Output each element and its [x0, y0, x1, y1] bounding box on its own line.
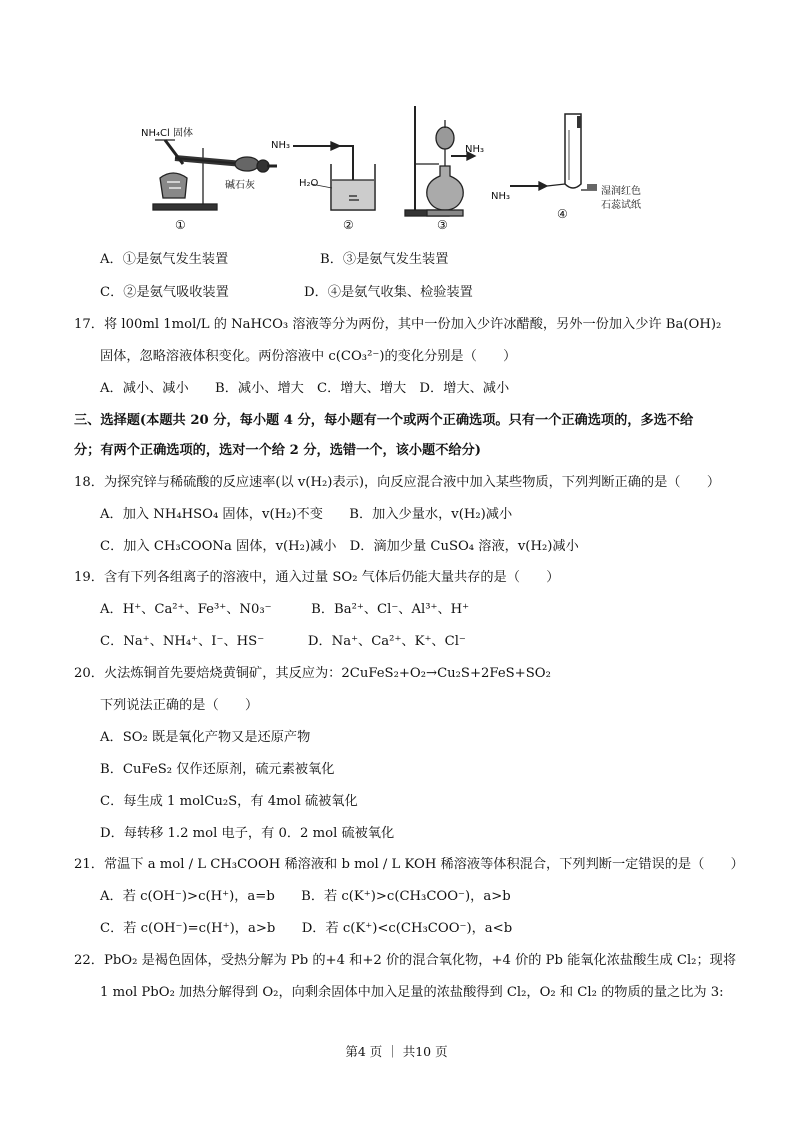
apparatus-2 — [293, 142, 375, 210]
q20-option-b: B．CuFeS₂ 仅作还原剂，硫元素被氧化 — [100, 762, 335, 777]
q16-option-a: A．①是氨气发生装置 — [100, 252, 229, 267]
q20-option-a: A．SO₂ 既是氧化产物又是还原产物 — [100, 730, 311, 745]
q18-stem: 18．为探究锌与稀硫酸的反应速率(以 v(H₂)表示)，向反应混合液中加入某些物质，下列判断正确的是（ ） — [74, 475, 721, 490]
q20-option-d: D．每转移 1.2 mol 电子，有 0．2 mol 硫被氧化 — [100, 826, 395, 841]
section3-heading-2: 分；有两个正确选项的，选对一个给 2 分，选错一个，该小题不给分) — [74, 443, 482, 458]
section3-heading-1: 三、选择题(本题共 20 分，每小题 4 分，每小题有一个或两个正确选项。只有一个正确选项的，多选不给 — [74, 413, 694, 428]
q20-sub: 下列说法正确的是（ ） — [100, 698, 259, 713]
label-h2o: H₂O — [299, 178, 319, 189]
q16-option-c: C．②是氨气吸收装置 — [100, 285, 229, 300]
q16-option-d: D．④是氨气收集、检验装置 — [304, 285, 473, 300]
q19-options-cd: C．Na⁺、NH₄⁺、I⁻、HS⁻ D．Na⁺、Ca²⁺、K⁺、Cl⁻ — [100, 634, 466, 649]
q22-stem-1: 22．PbO₂ 是褐色固体，受热分解为 Pb 的+4 和+2 价的混合氧化物，+4 价的 Pb 能氧化浓盐酸生成 Cl₂；现将 — [74, 953, 737, 968]
label-nh3-a: NH₃ — [271, 140, 291, 151]
apparatus-4 — [510, 114, 597, 190]
label-1: ① — [175, 218, 186, 232]
label-4: ④ — [557, 207, 568, 221]
apparatus-3 — [405, 106, 475, 216]
q19-options-ab: A．H⁺、Ca²⁺、Fe³⁺、N0₃⁻ B．Ba²⁺、Cl⁻、Al³⁺、H⁺ — [100, 602, 470, 617]
q17-stem-2: 固体，忽略溶液体积变化。两份溶液中 c(CO₃²⁻)的变化分别是（ ） — [100, 349, 517, 364]
label-3: ③ — [437, 218, 448, 232]
q17-options: A．减小、减小 B．减小、增大 C．增大、增大 D．增大、减小 — [100, 381, 510, 396]
q20-option-c: C．每生成 1 molCu₂S，有 4mol 硫被氧化 — [100, 794, 358, 809]
q17-stem-1: 17．将 l00ml 1mol/L 的 NaHCO₃ 溶液等分为两份，其中一份加入少许冰醋酸，另外一份加入少许 Ba(OH)₂ — [74, 317, 722, 332]
label-paper-2: 石蕊试纸 — [601, 200, 641, 211]
q21-options-ab: A．若 c(OH⁻)>c(H⁺)，a=b B．若 c(K⁺)>c(CH₃COO⁻)，a>b — [100, 889, 511, 904]
q16-option-b: B．③是氨气发生装置 — [320, 252, 449, 267]
label-nh3-c: NH₃ — [491, 191, 511, 202]
q18-options-cd: C．加入 CH₃COONa 固体，v(H₂)减小 D．滴加少量 CuSO₄ 溶液，v(H₂)减小 — [100, 539, 579, 554]
label-soda-lime: 碱石灰 — [225, 180, 255, 191]
q20-stem: 20．火法炼铜首先要焙烧黄铜矿，其反应为：2CuFeS₂+O₂→Cu₂S+2FeS+SO₂ — [74, 666, 551, 681]
label-nh4cl: NH₄Cl 固体 — [141, 128, 193, 139]
q21-options-cd: C．若 c(OH⁻)=c(H⁺)，a>b D．若 c(K⁺)<c(CH₃COO⁻)，a<b — [100, 921, 513, 936]
label-2: ② — [343, 218, 354, 232]
q22-stem-2: 1 mol PbO₂ 加热分解得到 O₂，向剩余固体中加入足量的浓盐酸得到 Cl₂，O₂ 和 Cl₂ 的物质的量之比为 3: — [100, 985, 724, 1000]
apparatus-figure — [135, 100, 675, 242]
label-paper-1: 湿润红色 — [601, 186, 641, 197]
label-nh3-b: NH₃ — [465, 144, 485, 155]
q18-options-ab: A．加入 NH₄HSO₄ 固体，v(H₂)不变 B．加入少量水，v(H₂)减小 — [100, 507, 513, 522]
apparatus-1 — [153, 140, 277, 210]
q19-stem: 19．含有下列各组离子的溶液中，通入过量 SO₂ 气体后仍能大量共存的是（ ） — [74, 570, 560, 585]
page-footer: 第4 页 ｜ 共10 页 — [345, 1044, 448, 1059]
q21-stem: 21．常温下 a mol / L CH₃COOH 稀溶液和 b mol / L KOH 稀溶液等体积混合，下列判断一定错误的是（ ） — [74, 857, 744, 872]
